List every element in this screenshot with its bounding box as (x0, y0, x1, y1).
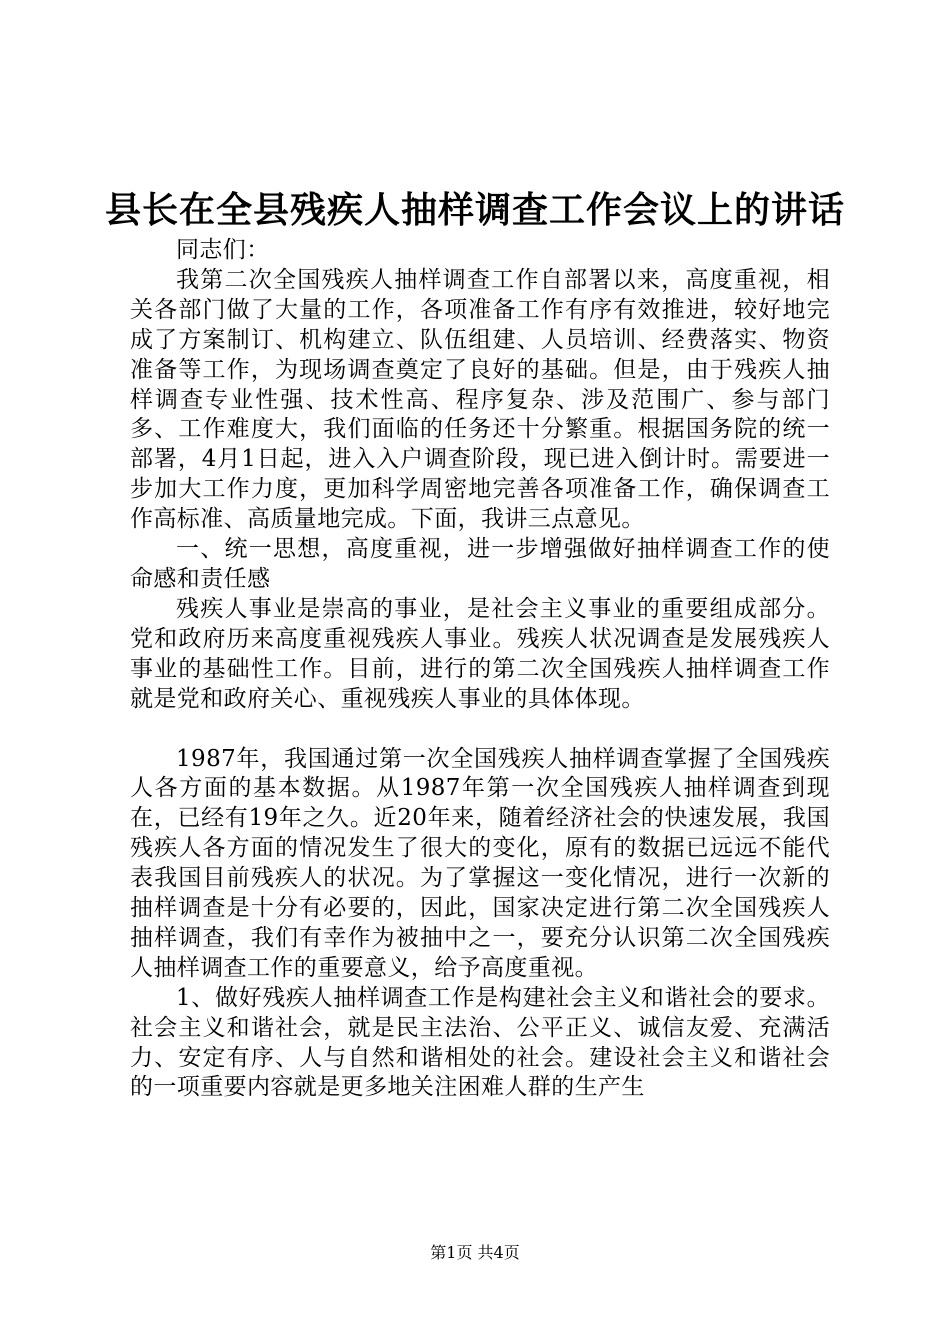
paragraph-history: 1987年，我国通过第一次全国残疾人抽样调查掌握了全国残疾人各方面的基本数据。从1987年第一次全国残疾人抽样调查到现在，已经有19年之久。近20年来，随着经济社会的快速发展，我国残疾人各方面的情况发生了很大的变化，原有的数据已远远不能代表我国目前残疾人的状况。为了掌握这一变化情况，进行一次新的抽样调查是十分有必要的，因此，国家决定进行第二次全国残疾人抽样调查，我们有幸作为被抽中之一，要充分认识第二次全国残疾人抽样调查工作的重要意义，给予高度重视。 (130, 745, 830, 981)
section-heading-1: 一、统一思想，高度重视，进一步增强做好抽样调查工作的使命感和责任感 (130, 536, 830, 592)
document-title: 县长在全县残疾人抽样调查工作会议上的讲话 (104, 189, 845, 231)
paragraph-salutation: 同志们： (176, 237, 270, 263)
paragraph-cause: 残疾人事业是崇高的事业，是社会主义事业的重要组成部分。党和政府历来高度重视残疾人事业。残疾人状况调查是发展残疾人事业的基础性工作。目前，进行的第二次全国残疾人抽样调查工作就是党和政府关心、重视残疾人事业的具体体现。 (130, 595, 830, 712)
paragraph-intro: 我第二次全国残疾人抽样调查工作自部署以来，高度重视，相关各部门做了大量的工作，各项准备工作有序有效推进，较好地完成了方案制订、机构建立、队伍组建、人员培训、经费落实、物资准备等工作，为现场调查奠定了良好的基础。但是，由于残疾人抽样调查专业性强、技术性高、程序复杂、涉及范围广、参与部门多、工作难度大，我们面临的任务还十分繁重。根据国务院的统一部署，4月1日起，进入入户调查阶段，现已进入倒计时。需要进一步加大工作力度，更加科学周密地完善各项准备工作，确保调查工作高标准、高质量地完成。下面，我讲三点意见。 (130, 266, 830, 533)
document-body (130, 236, 830, 1103)
paragraph-point-1: 1、做好残疾人抽样调查工作是构建社会主义和谐社会的要求。社会主义和谐社会，就是民主法治、公平正义、诚信友爱、充满活力、安定有序、人与自然和谐相处的社会。建设社会主义和谐社会的一项重要内容就是更多地关注困难人群的生产生 (130, 984, 830, 1101)
page-footer: 第1页 共4页 (430, 1243, 520, 1262)
